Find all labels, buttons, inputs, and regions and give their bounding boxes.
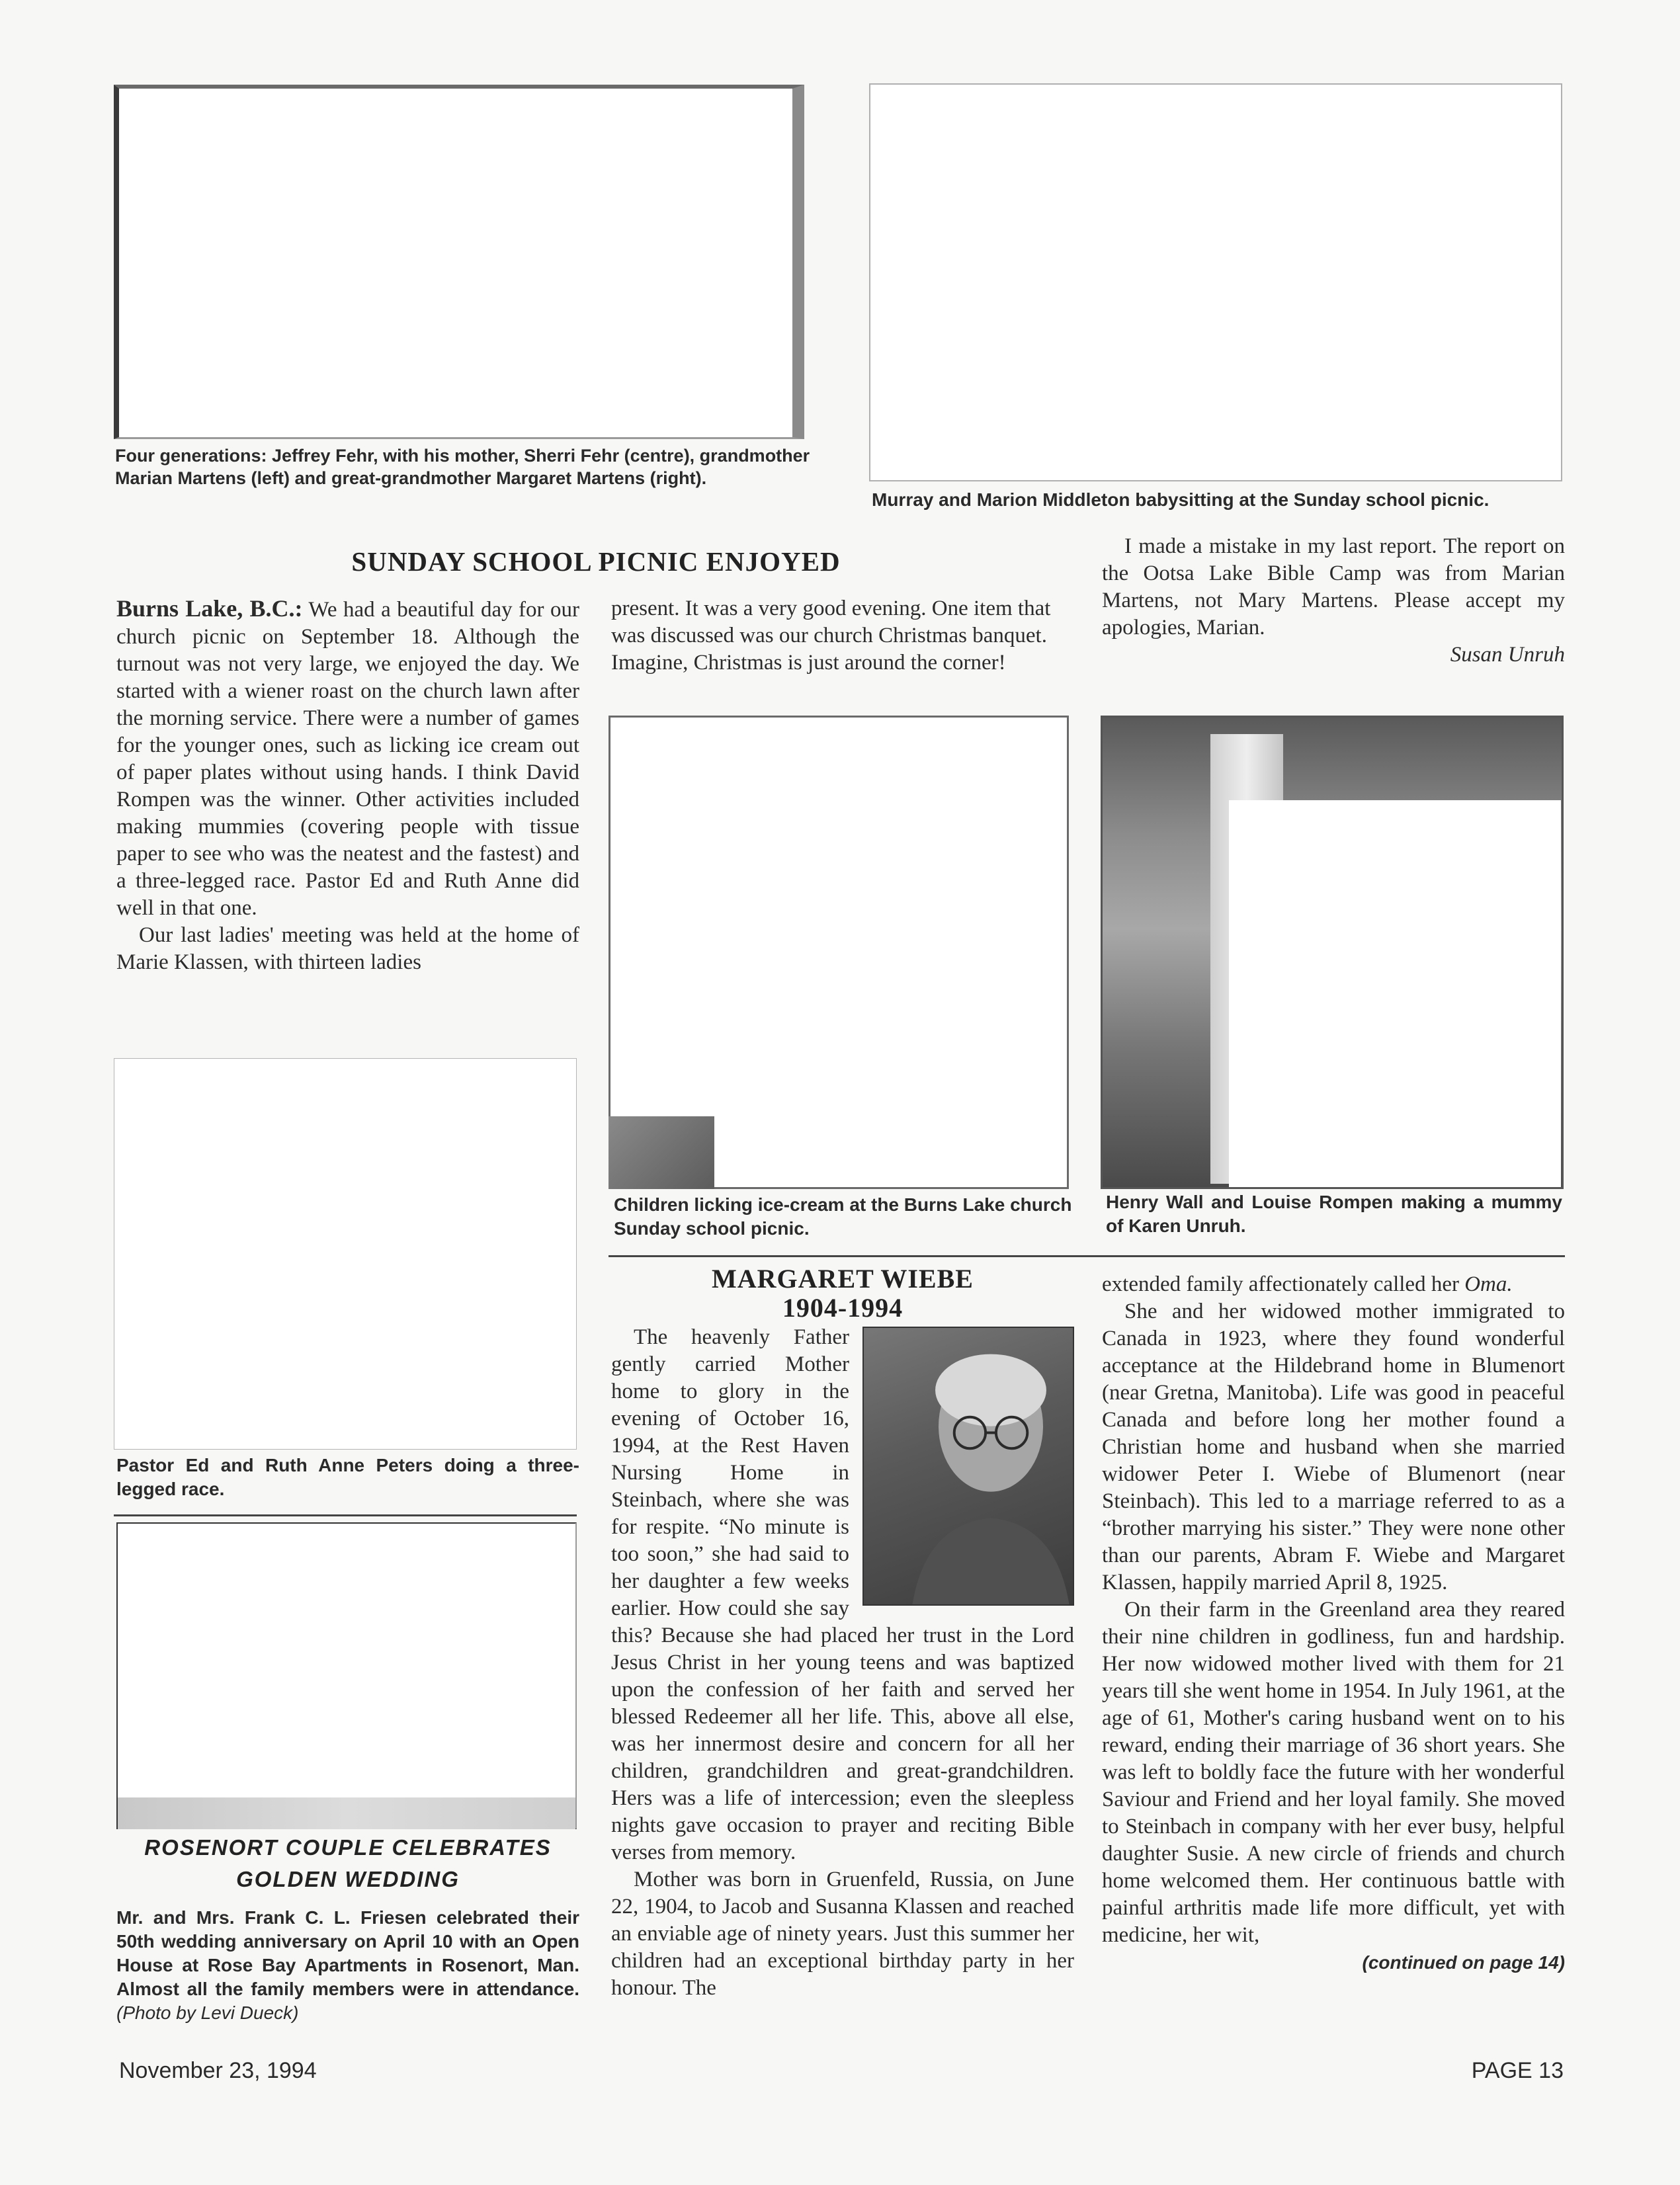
page-number: PAGE 13 xyxy=(1471,2058,1564,2083)
obituary-oma: Oma. xyxy=(1464,1272,1513,1296)
ice-cream-photo-corner xyxy=(609,1116,714,1189)
picnic-para-2-cont: present. It was a very good evening. One item that was discussed was our church Christmas banquet. Imagine, Christmas is just around the corner! xyxy=(611,597,1051,675)
middleton-photo xyxy=(869,83,1562,481)
three-legged-caption: Pastor Ed and Ruth Anne Peters doing a three-legged race. xyxy=(116,1455,579,1499)
obituary-name: MARGARET WIEBE xyxy=(712,1264,974,1294)
three-legged-photo xyxy=(114,1058,577,1450)
obituary-column-3 xyxy=(1102,1271,1565,1976)
obituary-para-1: The heavenly Father gently carried Mother home to glory in the evening of October 16, 1994, at the Rest Haven Nursing Home in Steinbach, where she was for respite. “No minute is too soon,” she had said to her daughter a few weeks earlier. How could she say this? Because she had placed her trust in the Lord Jesus Christ in her young teens and was baptized upon the confession of her faith and served her blessed Redeemer all her life. This, above all else, was her innermost desire and concern for all her children, grandchildren and great-grandchildren. Hers was a life of intercession; even the sleepless nights gave occasion to prayer and reciting Bible verses from memory. xyxy=(611,1325,1074,1864)
margaret-wiebe-portrait xyxy=(862,1327,1074,1606)
obituary-col3-start: extended family affectionately called her xyxy=(1102,1272,1459,1296)
obituary-para-3: She and her widowed mother immigrated to Canada in 1923, where they found wonderful acceptance at the Hildebrand home in Blumenort (near Gretna, Manitoba). Life was good in peaceful Canada and before long her mother found a Christian home and husband when she married widower Peter I. Wiebe of Blumenort (near Steinbach). This led to a marriage referred to as a “brother marrying his sister.” They were none other than our parents, Abram F. Wiebe and Margaret Klassen, happily married April 8, 1925. xyxy=(1102,1299,1565,1594)
picnic-dateline: Burns Lake, B.C.: xyxy=(116,595,303,622)
obituary-column-1 xyxy=(611,1324,1074,2002)
issue-date: November 23, 1994 xyxy=(119,2058,317,2083)
portrait-figure xyxy=(886,1328,1095,1604)
picnic-column-3 xyxy=(1102,533,1565,669)
picnic-signature: Susan Unruh xyxy=(1450,643,1565,667)
four-generations-caption: Four generations: Jeffrey Fehr, with his mother, Sherri Fehr (centre), grandmother Marian Martens (left) and great-grandmother Margaret Martens (right). xyxy=(115,446,810,488)
left-column-divider xyxy=(114,1514,577,1516)
picnic-column-1 xyxy=(116,595,579,976)
rosenort-headline-line-2: GOLDEN WEDDING xyxy=(236,1867,460,1891)
obituary-years: 1904-1994 xyxy=(782,1293,903,1323)
obituary-para-4: On their farm in the Greenland area they reared their nine children in godliness, fun and hardship. Her now widowed mother lived with them for 21 years till she went home in 1954. In July 1961, at the age of 61, Mother's caring husband went on to his reward, ending their marriage of 36 short years. She was left to boldly face the future with her wonderful Saviour and Friend and her loyal family. She moved to Steinbach in company with her ever busy, helpful daughter Susie. A new circle of friends and church home welcomed them. Her continuous battle with painful arthritis made life more difficult, yet with medicine, her wit, xyxy=(1102,1598,1565,1947)
middleton-caption: Murray and Marion Middleton babysitting at the Sunday school picnic. xyxy=(872,489,1490,510)
picnic-correction: I made a mistake in my last report. The report on the Ootsa Lake Bible Camp was from Marian Martens, not Mary Martens. Please accept my apologies, Marian. xyxy=(1102,534,1565,639)
rosenort-photo-strip xyxy=(118,1797,575,1829)
rosenort-text xyxy=(116,1906,579,2025)
obituary-heading xyxy=(611,1264,1074,1323)
rosenort-headline xyxy=(116,1832,579,1895)
four-generations-photo xyxy=(114,85,804,439)
mummy-photo-blank xyxy=(1229,800,1561,1187)
picnic-column-2 xyxy=(611,595,1074,677)
picnic-para-2: Our last ladies' meeting was held at the home of Marie Klassen, with thirteen ladies xyxy=(116,923,579,974)
mummy-caption: Henry Wall and Louise Rompen making a mummy of Karen Unruh. xyxy=(1106,1192,1562,1236)
obituary-para-2: Mother was born in Gruenfeld, Russia, on June 22, 1904, to Jacob and Susanna Klassen and reached an enviable age of ninety years. Just this summer her children had an exceptional birthday party in her honour. The xyxy=(611,1868,1074,2000)
rosenort-photo-blank xyxy=(185,1524,575,1797)
picnic-headline: SUNDAY SCHOOL PICNIC ENJOYED xyxy=(351,546,841,577)
middle-right-divider xyxy=(609,1255,1565,1257)
obituary-continued: (continued on page 14) xyxy=(1362,1952,1565,1973)
picnic-para-1: We had a beautiful day for our church picnic on September 18. Although the turnout was not very large, we enjoyed the day. We started with a wiener roast on the church lawn after the morning service. There were a number of games for the younger ones, such as licking ice cream out of paper plates without using hands. I think David Rompen was the winner. Other activities included making mummies (covering people with tissue paper to see who was the neatest and the fastest) and a three-legged race. Pastor Ed and Ruth Anne did well in that one. xyxy=(116,598,579,920)
rosenort-headline-line-1: ROSENORT COUPLE CELEBRATES xyxy=(144,1835,552,1860)
rosenort-body: Mr. and Mrs. Frank C. L. Friesen celebrated their 50th wedding anniversary on April 10 with an Open House at Rose Bay Apartments in Rosenort, Man. Almost all the family members were in attendance. xyxy=(116,1907,579,1999)
ice-cream-caption: Children licking ice-cream at the Burns Lake church Sunday school picnic. xyxy=(614,1194,1072,1239)
rosenort-photo-credit: (Photo by Levi Dueck) xyxy=(116,2002,299,2023)
